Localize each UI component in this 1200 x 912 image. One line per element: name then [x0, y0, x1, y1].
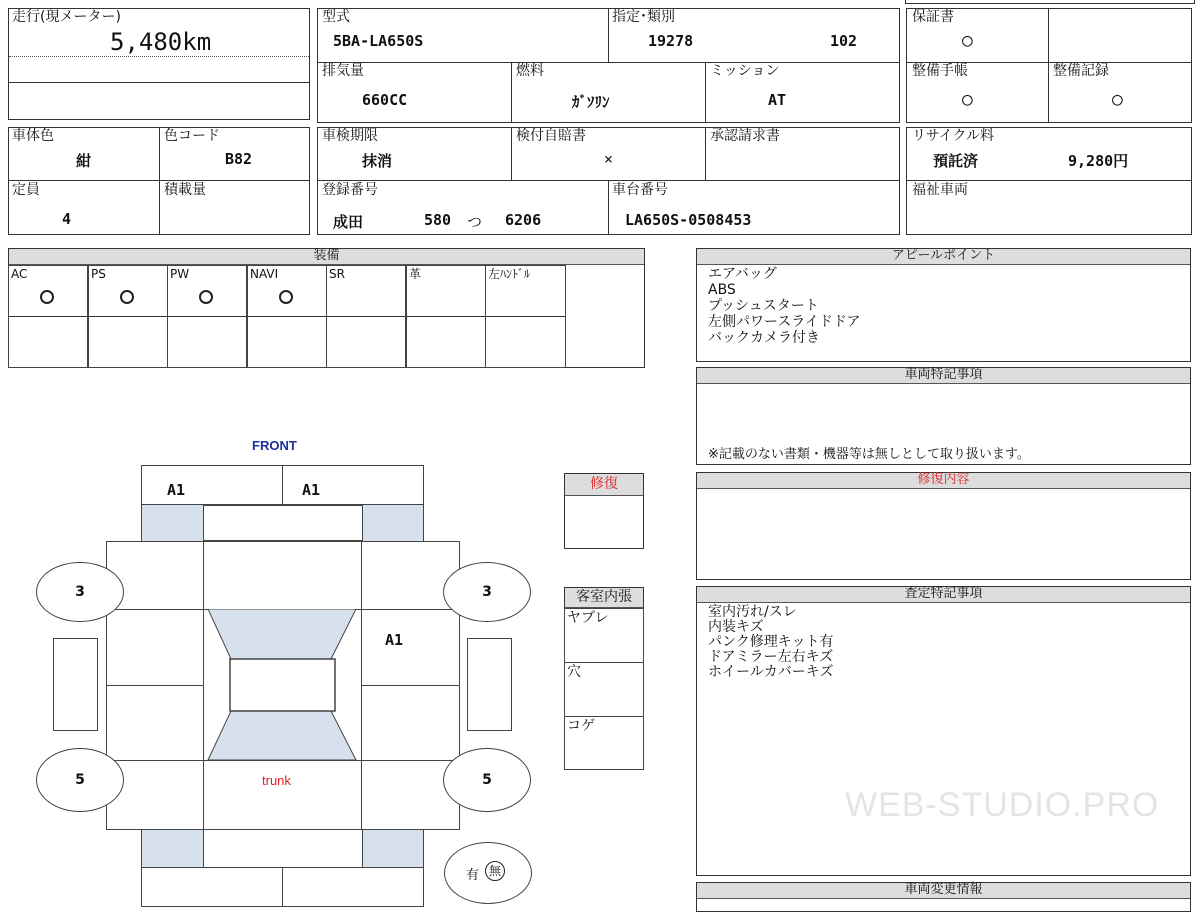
welfare-label: 福祉車両	[912, 182, 968, 198]
equipment-check	[279, 290, 293, 304]
equipment-title: 装備	[9, 249, 644, 265]
grid-line	[282, 867, 283, 907]
bumper-left-grade: A1	[167, 481, 186, 499]
maint-book-value: ○	[962, 89, 973, 110]
recycle-amount: 9,280円	[1068, 152, 1129, 170]
top-strip	[905, 0, 1195, 4]
equipment-label: PS	[91, 267, 106, 281]
spare-none: 無	[485, 861, 505, 881]
equipment-check	[120, 290, 134, 304]
equipment-label: NAVI	[250, 267, 279, 281]
appeal-item: ABS	[708, 282, 736, 298]
windshield-front	[208, 609, 356, 659]
equipment-label: 左ﾊﾝﾄﾞﾙ	[488, 267, 531, 281]
windshield-rear	[208, 711, 356, 760]
interior-title: 客室内張	[565, 588, 643, 608]
interior-item-label: ヤブレ	[567, 610, 609, 626]
assessment-title: 査定特記事項	[697, 587, 1190, 603]
reg-kana: つ	[467, 213, 483, 231]
watermark: WEB-STUDIO.PRO	[845, 786, 1160, 824]
cabin-drawing	[203, 609, 361, 761]
equipment-check	[199, 290, 213, 304]
door-right-grade: A1	[385, 631, 404, 649]
grid-line	[282, 465, 283, 505]
rear-frame-r	[362, 829, 424, 868]
tire-front-left-grade: 3	[75, 584, 85, 600]
equipment-check	[40, 290, 54, 304]
trunk-label: trunk	[262, 773, 291, 788]
tire-rear-left	[36, 748, 124, 812]
maint-book-label: 整備手帳	[912, 63, 968, 79]
grid-line	[361, 685, 460, 686]
grid-line	[705, 127, 706, 181]
hood	[203, 505, 363, 541]
appeal-item: 左側パワースライドドア	[708, 314, 861, 330]
front-label: FRONT	[252, 438, 297, 453]
grid-line	[511, 127, 512, 181]
assessment-item: ドアミラー左右キズ	[708, 649, 834, 665]
capacity-value: 4	[62, 210, 72, 228]
designation-value: 19278	[648, 32, 694, 50]
repair-box-title: 修復	[565, 474, 643, 496]
maint-record-label: 整備記録	[1053, 63, 1109, 79]
reg-class: 580	[424, 211, 452, 229]
grid-line	[608, 8, 609, 63]
equipment-label: SR	[329, 267, 345, 281]
color-code-value: B82	[225, 150, 253, 168]
mileage-divider	[9, 56, 309, 57]
model-value: 5BA-LA650S	[333, 32, 424, 50]
notes-disclaimer: ※記載のない書類・機器等は無しとして取り扱います。	[708, 447, 1030, 462]
interior-item-label: コゲ	[567, 718, 595, 734]
appeal-item: バックカメラ付き	[708, 330, 820, 346]
fuel-label: 燃料	[516, 63, 544, 79]
mirror-right	[467, 638, 512, 731]
transmission-label: ミッション	[710, 63, 780, 79]
chassis-label: 車台番号	[612, 182, 668, 198]
insurance-label: 検付自賠書	[516, 128, 586, 144]
grid-line	[511, 62, 512, 123]
tire-front-right	[443, 562, 531, 622]
approval-label: 承認請求書	[710, 128, 780, 144]
grid-line	[906, 180, 1192, 181]
inspection-label: 車検期限	[322, 128, 378, 144]
assessment-item: パンク修理キット有	[708, 634, 834, 650]
tire-front-right-grade: 3	[482, 584, 492, 600]
grid-line	[106, 685, 203, 686]
load-label: 積載量	[164, 182, 206, 198]
recycle-status: 預託済	[933, 152, 979, 170]
notes-title: 車両特記事項	[697, 368, 1190, 384]
model-label: 型式	[322, 9, 350, 25]
designation-label: 指定･類別	[612, 9, 675, 25]
category-value: 102	[830, 32, 858, 50]
insurance-value: ×	[604, 150, 614, 168]
trunk-lid	[203, 829, 363, 868]
warranty-label: 保証書	[912, 9, 954, 25]
spare-has: 有	[466, 868, 480, 883]
tire-rear-right	[443, 748, 531, 812]
warranty-value: ○	[962, 30, 973, 51]
grid-line	[1048, 8, 1049, 123]
equipment-label: AC	[11, 267, 28, 281]
capacity-label: 定員	[12, 182, 40, 198]
mileage-divider-2	[9, 82, 309, 83]
assessment-item: ホイールカバーキズ	[708, 664, 834, 680]
mileage-label: 走行(現メーター)	[12, 9, 121, 25]
change-info-title: 車両変更情報	[697, 883, 1190, 899]
color-value: 紺	[76, 152, 92, 170]
bumper-right-grade: A1	[302, 481, 321, 499]
appeal-item: エアバッグ	[708, 266, 777, 282]
grid-line	[159, 127, 160, 235]
recycle-label: リサイクル料	[912, 128, 995, 144]
grid-line	[705, 62, 706, 123]
reg-label: 登録番号	[322, 182, 378, 198]
mirror-left	[53, 638, 98, 731]
tire-front-left	[36, 562, 124, 622]
appeal-item: プッシュスタート	[708, 298, 819, 314]
repair-contents-title: 修復内容	[697, 473, 1190, 489]
tire-rear-left-grade: 5	[75, 772, 85, 788]
equipment-label: 革	[409, 267, 422, 281]
fuel-value: ｶﾞｿﾘﾝ	[572, 93, 610, 111]
equipment-label: PW	[170, 267, 190, 281]
maint-record-value: ○	[1112, 89, 1123, 110]
tire-rear-right-grade: 5	[482, 772, 492, 788]
rear-frame-l	[141, 829, 204, 868]
transmission-value: AT	[768, 91, 787, 109]
pillar-frame-r	[362, 504, 424, 542]
interior-item-label: 穴	[567, 664, 581, 680]
assessment-item: 室内汚れ/スレ	[708, 604, 797, 620]
appeal-title: アピールポイント	[697, 249, 1190, 265]
roof	[230, 659, 335, 711]
mileage-value: 5,480km	[110, 28, 212, 56]
reg-number: 6206	[505, 211, 542, 229]
displacement-label: 排気量	[322, 63, 364, 79]
color-code-label: 色コード	[164, 128, 220, 144]
color-label: 車体色	[12, 128, 54, 144]
assessment-item: 内装キズ	[708, 619, 764, 635]
inspection-value: 抹消	[362, 152, 393, 170]
assessment-panel	[696, 586, 1191, 876]
grid-line	[608, 180, 609, 235]
displacement-value: 660CC	[362, 91, 408, 109]
reg-area: 成田	[333, 213, 364, 231]
pillar-frame-l	[141, 504, 204, 542]
chassis-value: LA650S-0508453	[625, 211, 752, 229]
